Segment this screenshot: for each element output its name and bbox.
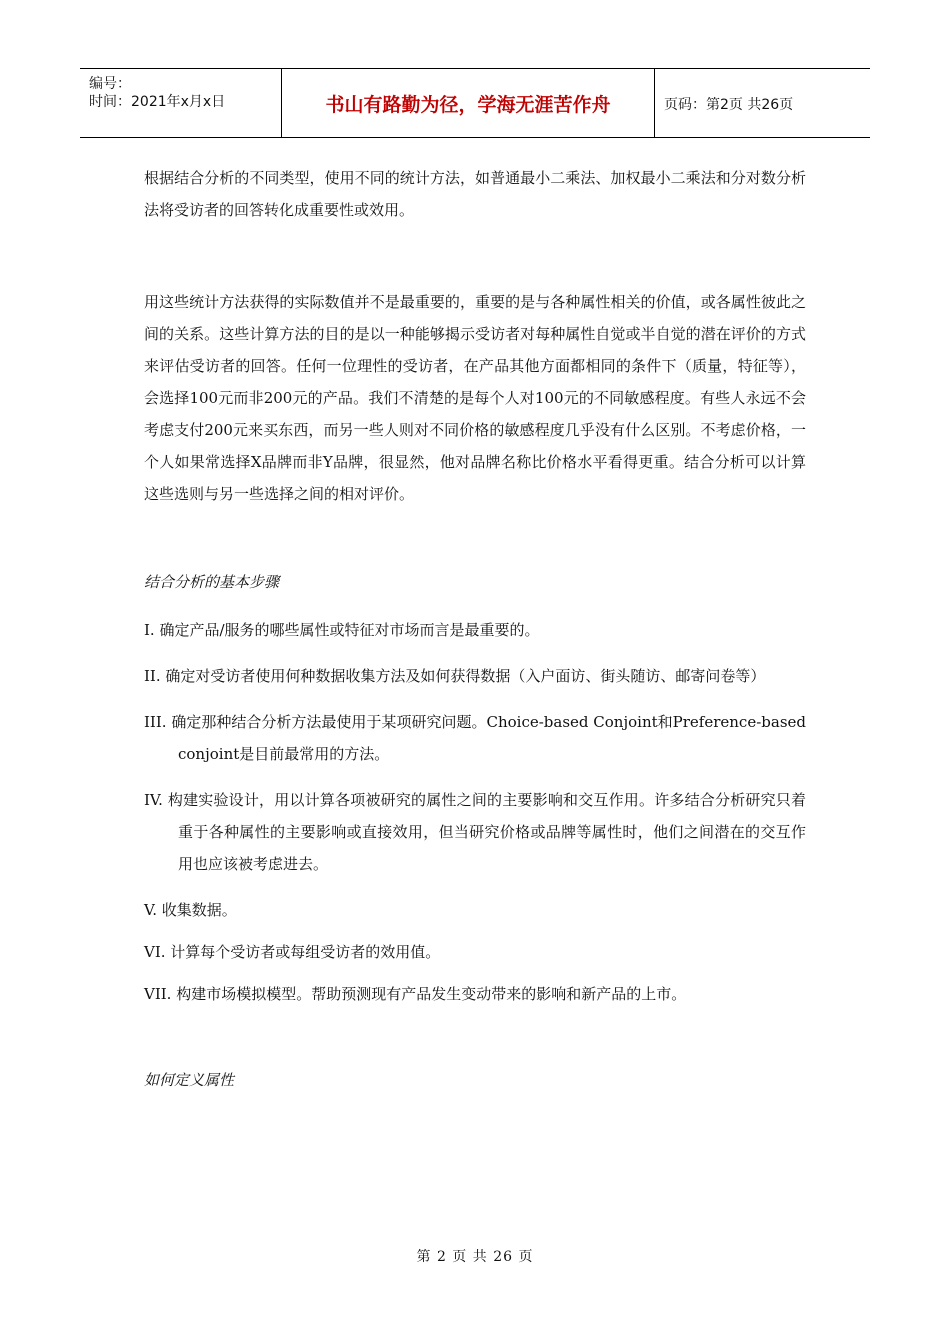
list-item: III. 确定那种结合分析方法最使用于某项研究问题。Choice-based Conjoint和Preference-based conjoint是目前最常用的方法。 (144, 713, 806, 763)
page-info: 页码：第2页 共26页 (664, 97, 794, 113)
motto-text: 书山有路勤为径，学海无涯苦作舟 (325, 94, 611, 116)
list-item: VI. 计算每个受访者或每组受访者的效用值。 (144, 943, 441, 961)
list-item: IV. 构建实验设计，用以计算各项被研究的属性之间的主要影响和交互作用。许多结合分析研究只着重于各种属性的主要影响或直接效用，但当研究价格或品牌等属性时，他们之间潜在的交互作用也应该被考虑进去。 (144, 791, 806, 873)
header-motto-cell (281, 69, 655, 137)
page-header (80, 68, 870, 138)
header-meta-cell (80, 69, 281, 137)
section-heading-attributes: 如何定义属性 (144, 1071, 235, 1089)
steps-list (144, 614, 806, 1010)
document-body (144, 162, 806, 1090)
date-line: 时间：2021年x月x日 (89, 94, 226, 110)
list-item: I. 确定产品/服务的哪些属性或特征对市场而言是最重要的。 (144, 621, 540, 639)
code-label: 编号： (89, 76, 131, 92)
header-page-cell (654, 69, 870, 137)
list-item: V. 收集数据。 (144, 901, 237, 919)
spacer (144, 510, 806, 572)
list-item: II. 确定对受访者使用何种数据收集方法及如何获得数据（入户面访、街头随访、邮寄问卷等） (144, 667, 766, 685)
spacer (144, 226, 806, 286)
paragraph-1: 根据结合分析的不同类型，使用不同的统计方法，如普通最小二乘法、加权最小二乘法和分对数分析法将受访者的回答转化成重要性或效用。 (144, 169, 806, 219)
spacer (144, 1020, 806, 1070)
paragraph-2: 用这些统计方法获得的实际数值并不是最重要的，重要的是与各种属性相关的价值，或各属性彼此之间的关系。这些计算方法的目的是以一种能够揭示受访者对每种属性自觉或半自觉的潜在评价的方式来评估受访者的回答。任何一位理性的受访者，在产品其他方面都相同的条件下（质量，特征等），会选择100元而非200元的产品。我们不清楚的是每个人对100元的不同敏感程度。有些人永远不会考虑支付200元来买东西，而另一些人则对不同价格的敏感程度几乎没有什么区别。不考虑价格，一个人如果常选择X品牌而非Y品牌，很显然，他对品牌名称比价格水平看得更重。结合分析可以计算这些选则与另一些选择之间的相对评价。 (144, 293, 806, 503)
page-footer: 第 2 页 共 26 页 (416, 1249, 534, 1265)
list-item: VII. 构建市场模拟模型。帮助预测现有产品发生变动带来的影响和新产品的上市。 (144, 985, 687, 1003)
section-heading-steps: 结合分析的基本步骤 (144, 573, 280, 591)
